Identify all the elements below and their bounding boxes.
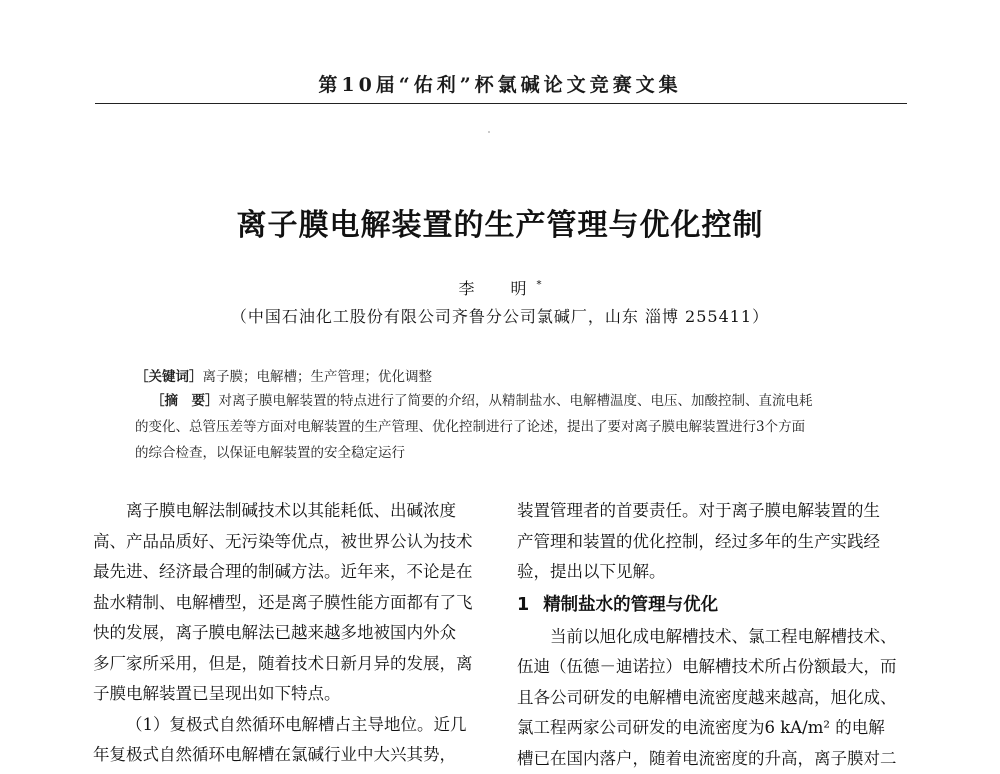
keywords-block [135,364,875,390]
paragraph [517,622,907,774]
text-line: 装置管理者的首要责任。对于离子膜电解装置的生 [517,496,907,527]
paragraph [517,496,907,588]
article-title: 离子膜电解装置的生产管理与优化控制 [0,200,1000,244]
stray-mark [488,131,490,133]
section-heading [517,588,907,622]
abstract-line-2: 的变化、总管压差等方面对电解装置的生产管理、优化控制进行了论述，提出了要对离子膜电解装置进行3个方面 [135,414,875,440]
abstract-block [135,388,875,466]
keywords-label: ［关键词］ [135,369,203,385]
text-line: 多厂家所采用，但是，随着技术日新月异的发展，离 [93,649,483,680]
abstract-line-1: ［摘 要］对离子膜电解装置的特点进行了简要的介绍，从精制盐水、电解槽温度、电压、加酸控制、直流电耗 [135,388,875,414]
text-line: 伍迪（伍德－迪诺拉）电解槽技术所占份额最大，而 [517,652,907,683]
header-rule [95,103,907,104]
body-left-column [93,496,483,771]
text-line: 最先进、经济最合理的制碱方法。近年来，不论是在 [93,557,483,588]
text-line: 产管理和装置的优化控制，经过多年的生产实践经 [517,527,907,558]
author-line [0,276,1000,299]
keywords-text: 离子膜；电解槽；生产管理；优化调整 [203,369,433,385]
text-line: 盐水精制、电解槽型，还是离子膜性能方面都有了飞 [93,588,483,619]
section-title: 精制盐水的管理与优化 [543,595,718,615]
abstract-line-3: 的综合检查，以保证电解装置的安全稳定运行 [135,440,875,466]
author-footnote-mark: * [537,280,542,291]
author-affiliation: （中国石油化工股份有限公司齐鲁分公司氯碱厂，山东 淄博 255411） [0,304,1000,327]
text-line: 年复极式自然循环电解槽在氯碱行业中大兴其势， [93,740,483,771]
section-number: 1 [517,595,529,615]
abstract-label: ［摘 要］ [151,393,219,409]
paragraph [93,710,483,771]
text-line: 子膜电解装置已呈现出如下特点。 [93,679,483,710]
text-line: （1）复极式自然循环电解槽占主导地位。近几 [93,710,483,741]
text-line: 当前以旭化成电解槽技术、氯工程电解槽技术、 [517,622,907,653]
body-right-column [517,496,907,774]
paragraph [93,496,483,710]
journal-header: 第10届“佑利”杯氯碱论文竞赛文集 [0,70,1000,97]
text-line: 快的发展，离子膜电解法已越来越多地被国内外众 [93,618,483,649]
text-line: 且各公司研发的电解槽电流密度越来越高，旭化成、 [517,683,907,714]
text-line: 离子膜电解法制碱技术以其能耗低、出碱浓度 [93,496,483,527]
author-name: 李 明 [458,279,536,298]
text-line: 氯工程两家公司研发的电流密度为6 kA/m² 的电解 [517,713,907,744]
text-line: 槽已在国内落户，随着电流密度的升高，离子膜对二 [517,744,907,774]
text-line: 验，提出以下见解。 [517,557,907,588]
text-line: 高、产品品质好、无污染等优点，被世界公认为技术 [93,527,483,558]
